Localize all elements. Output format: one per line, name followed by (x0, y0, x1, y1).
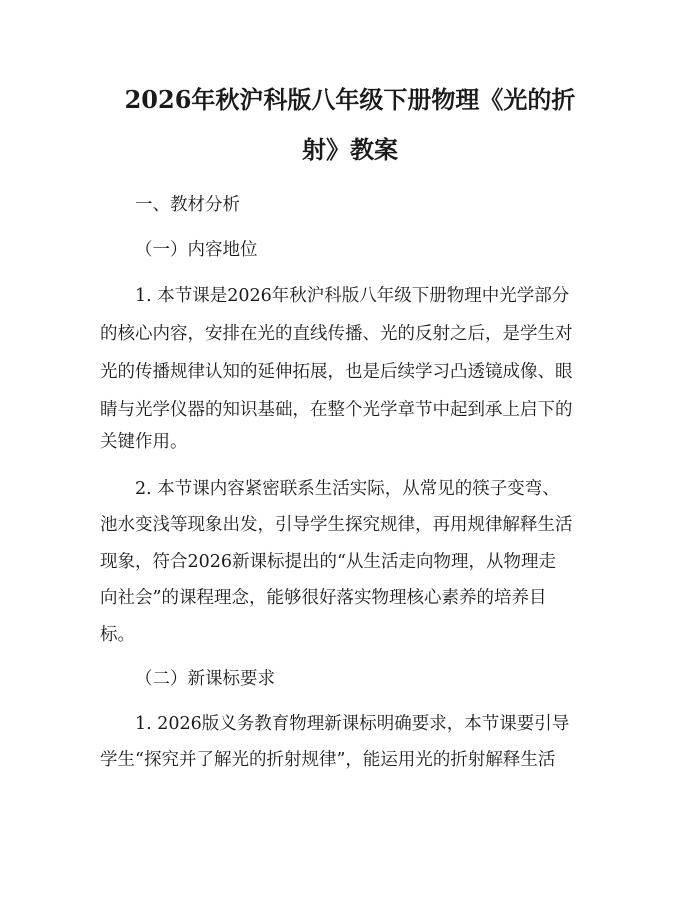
subsection-heading-curriculum-requirements: （二）新课标要求 (135, 669, 275, 689)
paragraph-1-line-3: 光的传播规律认知的延伸拓展，也是后续学习凸透镜成像、眼 (100, 362, 573, 382)
section-heading-textbook-analysis: 一、教材分析 (135, 195, 240, 215)
paragraph-3-line-2: 学生“探究并了解光的折射规律”，能运用光的折射解释生活 (100, 750, 556, 770)
paragraph-2-line-2: 池水变浅等现象出发，引导学生探究规律，再用规律解释生活 (100, 515, 573, 535)
document-title-line-2: 射》教案 (302, 135, 398, 164)
paragraph-2-line-5: 标。 (100, 625, 135, 645)
paragraph-1-line-4: 睛与光学仪器的知识基础，在整个光学章节中起到承上启下的 (100, 400, 573, 420)
paragraph-2-line-3: 现象，符合2026新课标提出的“从生活走向物理，从物理走 (100, 552, 556, 572)
paragraph-2-line-1: 2. 本节课内容紧密联系生活实际，从常见的筷子变弯、 (135, 479, 560, 499)
paragraph-1-line-2: 的核心内容，安排在光的直线传播、光的反射之后，是学生对 (100, 324, 573, 344)
document-title-line-1: 2026年秋沪科版八年级下册物理《光的折 (124, 85, 576, 114)
paragraph-3-line-1: 1. 2026版义务教育物理新课标明确要求，本节课要引导 (135, 714, 570, 734)
paragraph-2-line-4: 向社会”的课程理念，能够很好落实物理核心素养的培养目 (100, 588, 547, 608)
subsection-heading-content-position: （一）内容地位 (135, 240, 258, 260)
paragraph-1-line-1: 1. 本节课是2026年秋沪科版八年级下册物理中光学部分 (135, 286, 570, 306)
paragraph-1-line-5: 关键作用。 (100, 432, 188, 452)
